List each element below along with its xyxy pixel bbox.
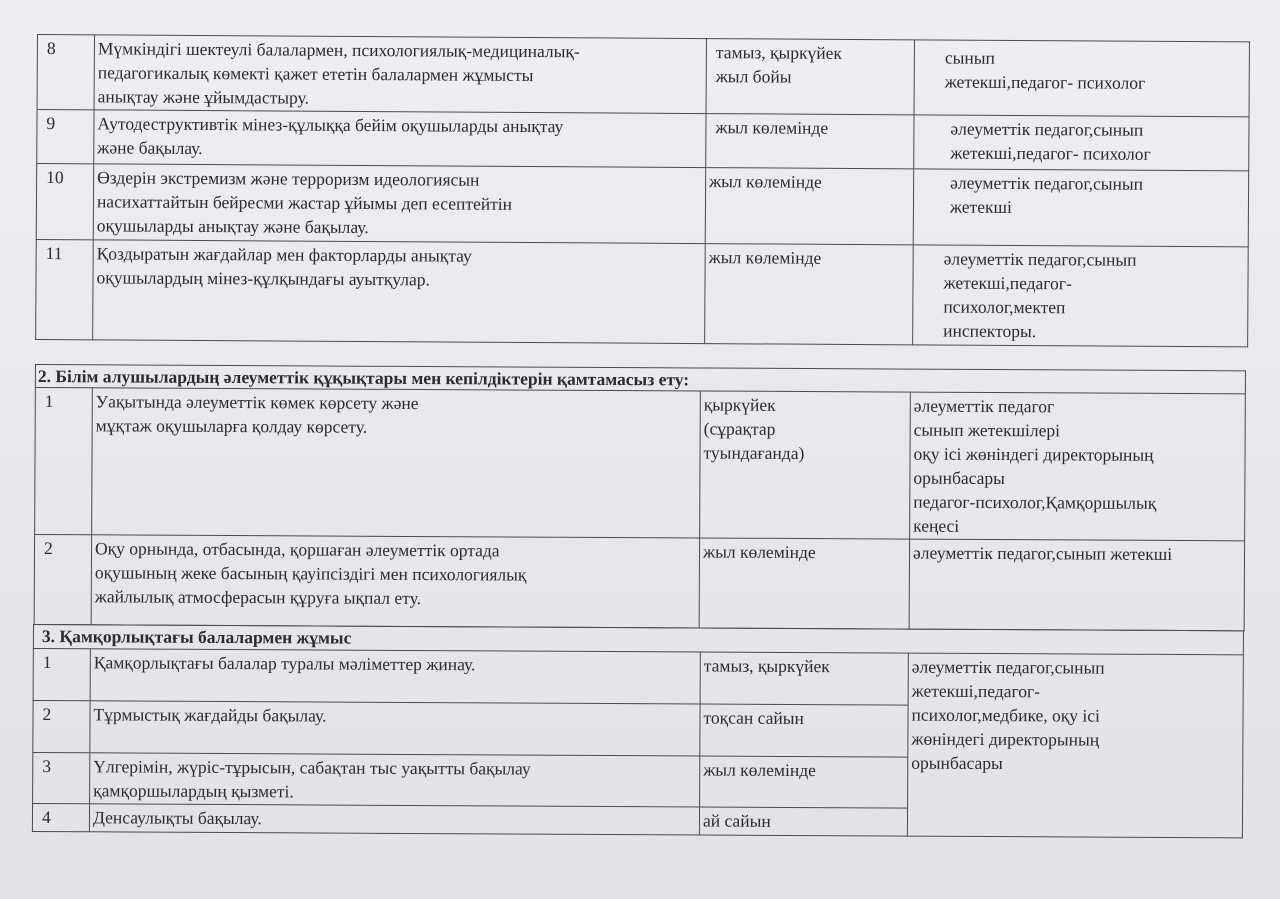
row-number: 2 [34, 535, 91, 625]
row-number: 1 [35, 388, 93, 535]
time-cell: жыл көлемінде [705, 244, 914, 345]
table-row [33, 649, 1243, 707]
row-number: 2 [33, 701, 90, 753]
responsible-cell: әлеуметтік педагог сынып жетекшілері оқу ісі жөніндегі директорының орынбасары педагог-психолог,Қамқоршылық кеңесі [910, 392, 1246, 541]
table-row [36, 239, 1249, 346]
plan-table-part2 [34, 364, 1246, 631]
row-number: 3 [33, 753, 90, 804]
time-cell: тамыз, қыркүйек жыл бойы [706, 39, 914, 115]
table-row [36, 164, 1248, 247]
table-row [37, 35, 1249, 117]
responsible-cell: әлеуметтік педагог,сынып жетекші,педагог- психолог,мектеп инспекторы. [913, 245, 1249, 347]
event-cell: Қамқорлықтағы балалар туралы мәліметтер жинау. [90, 649, 700, 704]
plan-table-part1 [35, 34, 1250, 347]
event-cell: Оқу орнында, отбасында, қоршаған әлеуметтік ортада оқушының жеке басының қауіпсіздігі мен психологиялық жайлылық атмосферасын құруға ықпал ету. [91, 535, 699, 628]
time-cell: жыл көлемінде [705, 168, 913, 245]
event-cell: Уақытында әлеуметтік көмек көрсету және мұқтаж оқушыларға қолдау көрсету. [92, 388, 701, 538]
time-cell: қыркүйек (сұрақтар туындағанда) [700, 391, 911, 539]
plan-table-part3 [32, 624, 1244, 838]
time-cell: жыл көлемінде [700, 756, 908, 808]
table-row [37, 110, 1249, 171]
row-number: 1 [33, 649, 90, 701]
responsible-cell: сынып жетекші,педагог- психолог [914, 40, 1249, 117]
responsible-cell: әлеуметтік педагог,сынып жетекші [909, 539, 1244, 631]
row-number: 9 [37, 110, 94, 164]
row-number: 10 [36, 164, 93, 240]
table-row [34, 535, 1244, 631]
row-number: 4 [32, 804, 89, 832]
responsible-cell: әлеуметтік педагог,сынып жетекші [913, 169, 1248, 247]
section-title: 3. Қамқорлықтағы балалармен жұмыс [33, 625, 1243, 655]
responsible-cell: әлеуметтік педагог,сынып жетекші,педагог- психолог,медбике, оқу ісі жөніндегі директорының орынбасары [907, 653, 1243, 838]
event-cell: Қоздыратын жағдайлар мен факторларды анықтау оқушылардың мінез-құлқындағы ауытқулар. [93, 240, 706, 344]
event-cell: Аутодеструктивтік мінез-құлыққа бейім оқушыларды анықтау және бақылау. [94, 110, 706, 168]
time-cell: тамыз, қыркүйек [700, 652, 908, 705]
time-cell: тоқсан сайын [700, 704, 908, 757]
row-number: 8 [37, 35, 94, 110]
row-number: 11 [36, 239, 94, 339]
section-title: 2. Білім алушылардың әлеуметтік құқықтары мен кепілдіктерін қамтамасыз ету: [35, 365, 1245, 394]
table-row [35, 388, 1246, 541]
time-cell: ай сайын [699, 807, 907, 836]
event-cell: Өздерін экстремизм және терроризм идеологиясын насихаттайтын бейресми жастар ұйымы деп есептейтін оқушыларды анықтау және бақылау. [93, 164, 705, 244]
time-cell: жыл көлемінде [706, 114, 914, 169]
responsible-cell: әлеуметтік педагог,сынып жетекші,педагог- психолог [914, 115, 1249, 171]
event-cell: Денсаулықты бақылау. [89, 804, 699, 835]
event-cell: Мүмкіндігі шектеулі балалармен, психологиялық-медициналық- педагогикалық көмекті қажет ететін балалармен жұмысты анықтау және ұйымдастыру. [94, 35, 706, 114]
event-cell: Тұрмыстық жағдайды бақылау. [90, 701, 700, 756]
time-cell: жыл көлемінде [699, 538, 909, 629]
event-cell: Үлгерімін, жүріс-тұрысын, сабақтан тыс уақытты бақылау қамқоршылардың қызметі. [90, 753, 700, 807]
